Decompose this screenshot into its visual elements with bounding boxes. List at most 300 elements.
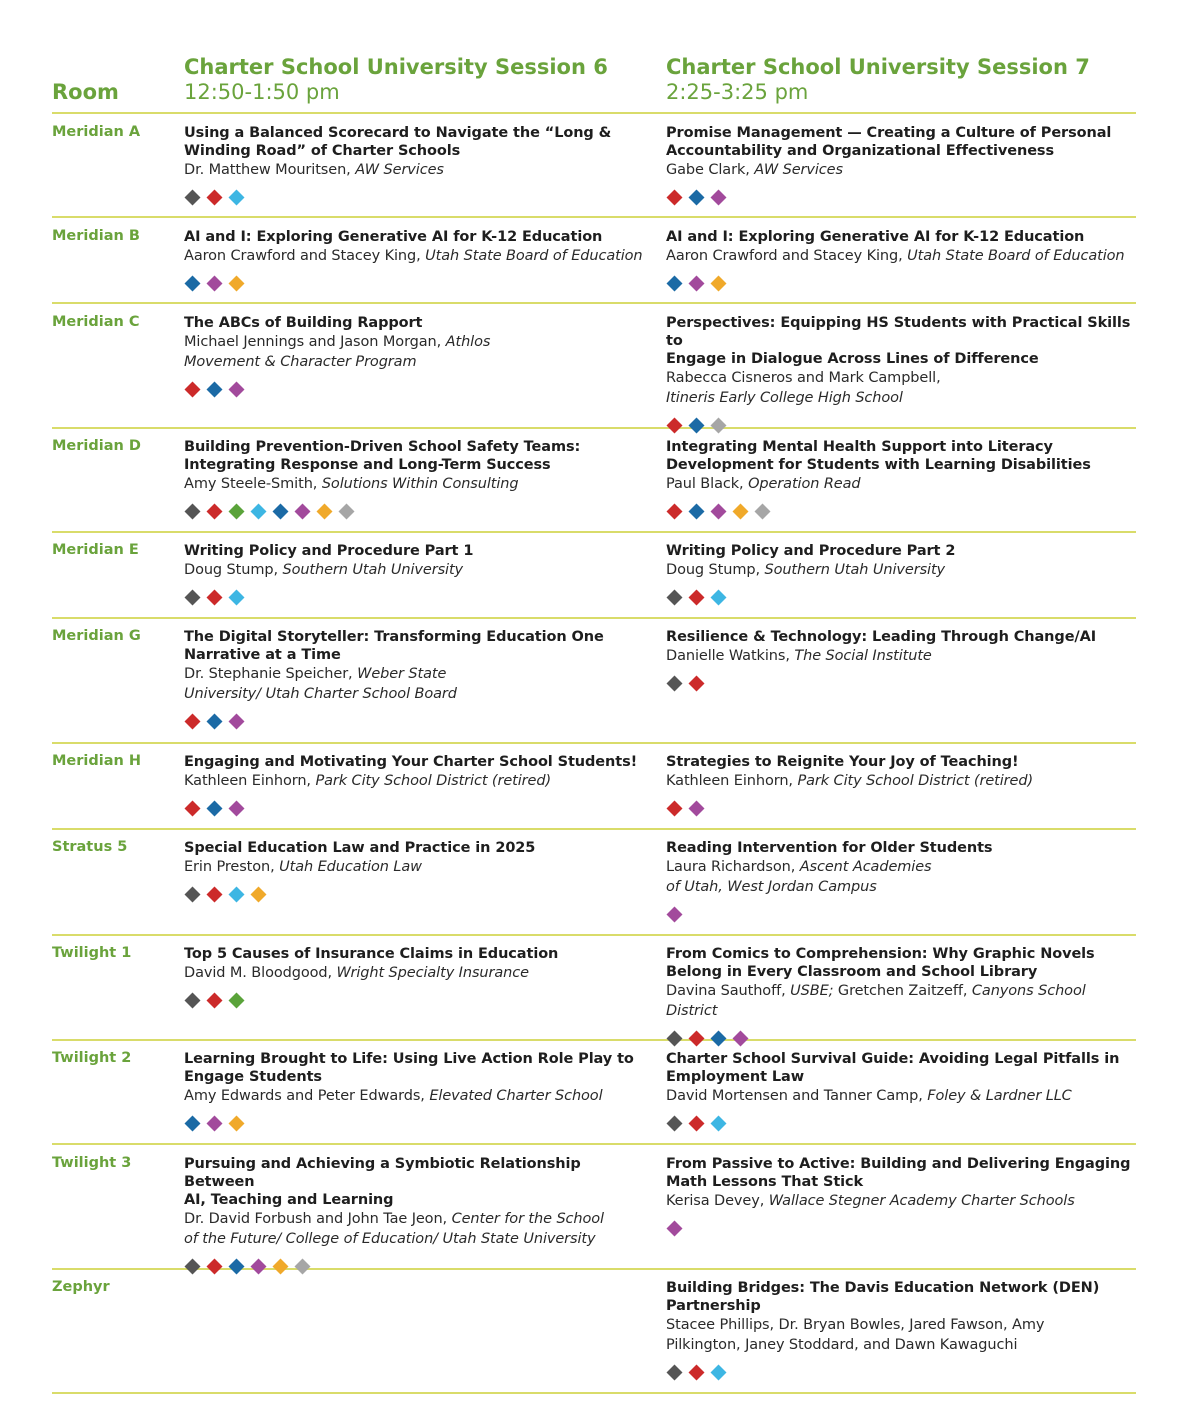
session7-entry [666,1050,1136,1132]
presenters [184,771,654,791]
session-title-line: Employment Law [666,1069,805,1085]
red-diamond-icon [688,589,705,606]
row-divider [52,112,1136,114]
red-diamond-icon [184,381,201,398]
presenters [184,664,654,704]
organization-text: Wright Specialty Insurance [336,965,529,981]
session-title-line: AI, Teaching and Learning [184,1192,394,1208]
organization-text: The Social Institute [794,648,932,664]
organization-text: Movement & Character Program [184,354,417,370]
presenters [184,963,654,983]
presenter-line [184,684,654,704]
session7-entry [666,753,1136,817]
presenter-name-text: Rabecca Cisneros and Mark Campbell, [666,370,941,386]
organization-text: of Utah, West Jordan Campus [666,879,877,895]
red-diamond-icon [688,1115,705,1132]
session-title [666,1050,1136,1086]
orange-diamond-icon [250,886,267,903]
room-name: Meridian D [52,438,141,454]
purple-diamond-icon [732,1030,749,1047]
session-title-line: Winding Road” of Charter Schools [184,143,461,159]
cyan-diamond-icon [710,1364,727,1381]
session6-entry [184,628,654,730]
track-icons [666,1114,1136,1132]
organization-text: Park City School District (retired) [797,773,1034,789]
presenter-line [666,857,1136,877]
session-title-line: Reading Intervention for Older Students [666,840,993,856]
presenter-name-text: Paul Black, [666,476,749,492]
presenter-name-text: Gretchen Zaitzeff, [833,983,972,999]
session7-entry [666,1155,1136,1237]
presenter-line [666,1335,1136,1355]
presenters [184,857,654,877]
cyan-diamond-icon [250,503,267,520]
room-column-heading: Room [52,80,119,104]
purple-diamond-icon [250,1258,267,1275]
session7-entry [666,542,1136,606]
session-title-line: Engage Students [184,1069,322,1085]
blue-diamond-icon [206,713,223,730]
presenter-name-text: Doug Stump, [666,562,765,578]
row-divider [52,934,1136,936]
organization-text: Operation Read [748,476,861,492]
organization-text: Weber State [357,666,447,682]
presenter-line [666,474,1136,494]
session-title [666,228,1136,246]
track-icons [184,799,654,817]
organization-text: Wallace Stegner Academy Charter Schools [768,1193,1075,1209]
organization-text: Utah Education Law [279,859,422,875]
red-diamond-icon [206,886,223,903]
room-name: Meridian C [52,314,140,330]
organization-text: AW Services [355,162,444,178]
presenter-line [666,368,1136,388]
gray-diamond-icon [666,675,683,692]
session-title-line: Narrative at a Time [184,647,341,663]
room-name: Meridian A [52,124,141,140]
red-diamond-icon [688,1030,705,1047]
blue-diamond-icon [184,275,201,292]
presenter-name-text: Danielle Watkins, [666,648,795,664]
track-icons [184,1257,654,1275]
track-icons [666,1029,1136,1047]
organization-text: Athlos [445,334,491,350]
session-title [184,1050,654,1086]
purple-diamond-icon [206,1115,223,1132]
lightgray-diamond-icon [338,503,355,520]
presenters [184,160,654,180]
track-icons [184,588,654,606]
session6-entry [184,542,654,606]
purple-diamond-icon [228,381,245,398]
session6-entry [184,124,654,206]
presenter-line [666,388,1136,408]
organization-text: Solutions Within Consulting [321,476,519,492]
blue-diamond-icon [710,1030,727,1047]
purple-diamond-icon [206,275,223,292]
row-divider [52,216,1136,218]
session-title [184,542,654,560]
track-icons [184,380,654,398]
session-title-line: From Passive to Active: Building and Delivering Engaging [666,1156,1131,1172]
presenter-name-text: Pilkington, Janey Stoddard, and Dawn Kawaguchi [666,1337,1018,1353]
session-title [184,124,654,160]
presenter-line [184,1086,654,1106]
purple-diamond-icon [688,275,705,292]
room-name: Meridian E [52,542,139,558]
track-icons [666,1219,1136,1237]
session-title-line: From Comics to Comprehension: Why Graphic Novels [666,946,1095,962]
session7-entry [666,438,1136,520]
purple-diamond-icon [710,503,727,520]
presenter-name-text: Kathleen Einhorn, [666,773,798,789]
presenter-line [184,560,654,580]
session-title [666,945,1136,981]
session-title [184,314,654,332]
blue-diamond-icon [206,800,223,817]
presenters [666,857,1136,897]
organization-text: Itineris Early College High School [666,390,903,406]
session6-entry [184,314,654,398]
session-title [666,438,1136,474]
session-title-line: AI and I: Exploring Generative AI for K-12 Education [666,229,1085,245]
presenter-name-text: Kathleen Einhorn, [184,773,316,789]
red-diamond-icon [206,589,223,606]
session6-entry [184,228,654,292]
organization-text: University/ Utah Charter School Board [184,686,457,702]
purple-diamond-icon [710,189,727,206]
organization-text: Ascent Academies [799,859,932,875]
cyan-diamond-icon [228,886,245,903]
blue-diamond-icon [688,189,705,206]
presenters [666,1086,1136,1106]
red-diamond-icon [688,1364,705,1381]
session7-entry [666,124,1136,206]
gray-diamond-icon [666,1030,683,1047]
session6-title: Charter School University Session 6 [184,55,608,79]
gray-diamond-icon [184,589,201,606]
presenters [666,368,1136,408]
presenter-name-text: Aaron Crawford and Stacey King, [666,248,908,264]
presenters [666,474,1136,494]
presenter-line [184,246,654,266]
blue-diamond-icon [184,1115,201,1132]
presenters [666,981,1136,1021]
session7-entry [666,839,1136,923]
session7-heading [666,54,1090,104]
red-diamond-icon [206,1258,223,1275]
row-divider [52,617,1136,619]
lgreen-diamond-icon [228,992,245,1009]
purple-diamond-icon [228,713,245,730]
track-icons [184,885,654,903]
orange-diamond-icon [732,503,749,520]
cyan-diamond-icon [710,589,727,606]
session7-entry [666,228,1136,292]
session7-entry [666,314,1136,434]
presenter-line [666,646,1136,666]
red-diamond-icon [206,189,223,206]
organization-text: Center for the School [451,1211,604,1227]
session-title-line: Using a Balanced Scorecard to Navigate the “Long & [184,125,612,141]
session-title [184,628,654,664]
presenter-name-text: Dr. Stephanie Speicher, [184,666,358,682]
track-icons [666,502,1136,520]
row-divider [52,828,1136,830]
lgreen-diamond-icon [228,503,245,520]
session-title [184,228,654,246]
session6-entry [184,438,654,520]
presenter-line [184,963,654,983]
presenter-line [666,560,1136,580]
room-name: Meridian G [52,628,141,644]
presenter-line [184,474,654,494]
orange-diamond-icon [228,275,245,292]
track-icons [184,991,654,1009]
presenters [184,332,654,372]
presenter-name-text: Michael Jennings and Jason Morgan, [184,334,446,350]
lightgray-diamond-icon [294,1258,311,1275]
cyan-diamond-icon [228,189,245,206]
presenters [184,474,654,494]
track-icons [184,188,654,206]
organization-text: Utah State Board of Education [907,248,1125,264]
presenter-line [184,771,654,791]
session-title-line: Special Education Law and Practice in 2025 [184,840,536,856]
track-icons [184,712,654,730]
red-diamond-icon [666,503,683,520]
track-icons [666,188,1136,206]
session-title-line: Top 5 Causes of Insurance Claims in Education [184,946,559,962]
purple-diamond-icon [294,503,311,520]
presenter-line [184,1229,654,1249]
blue-diamond-icon [272,503,289,520]
session7-entry [666,628,1136,692]
presenters [184,1086,654,1106]
track-icons [666,274,1136,292]
track-icons [184,1114,654,1132]
session-title-line: AI and I: Exploring Generative AI for K-12 Education [184,229,603,245]
schedule-header [52,54,1136,112]
room-name: Meridian H [52,753,142,769]
session6-entry [184,1155,654,1275]
presenter-name-text: Laura Richardson, [666,859,800,875]
row-divider [52,302,1136,304]
session6-entry [184,945,654,1009]
gray-diamond-icon [184,1258,201,1275]
cyan-diamond-icon [228,589,245,606]
session-title [184,438,654,474]
session-title [184,1155,654,1209]
organization-text: Park City School District (retired) [315,773,552,789]
room-name: Twilight 3 [52,1155,132,1171]
presenters [184,1209,654,1249]
presenter-line [184,160,654,180]
presenter-name-text: David M. Bloodgood, [184,965,337,981]
presenters [666,646,1136,666]
red-diamond-icon [666,800,683,817]
presenter-name-text: Gabe Clark, [666,162,755,178]
organization-text: of the Future/ College of Education/ Utah State University [184,1231,596,1247]
organization-text: Southern Utah University [764,562,946,578]
presenter-name-text: Erin Preston, [184,859,280,875]
presenters [666,160,1136,180]
session7-title: Charter School University Session 7 [666,55,1090,79]
track-icons [184,502,654,520]
gray-diamond-icon [666,1115,683,1132]
presenter-name-text: Dr. Matthew Mouritsen, [184,162,356,178]
room-name: Zephyr [52,1279,110,1295]
gray-diamond-icon [184,886,201,903]
session-title-line: Accountability and Organizational Effectiveness [666,143,1054,159]
blue-diamond-icon [688,417,705,434]
presenter-name-text: David Mortensen and Tanner Camp, [666,1088,928,1104]
organization-text: USBE; [790,983,834,999]
track-icons [184,274,654,292]
red-diamond-icon [206,992,223,1009]
session7-entry [666,1279,1136,1381]
purple-diamond-icon [688,800,705,817]
presenter-line [666,1191,1136,1211]
orange-diamond-icon [710,275,727,292]
purple-diamond-icon [228,800,245,817]
presenter-name-text: Stacee Phillips, Dr. Bryan Bowles, Jared Fawson, Amy [666,1317,1045,1333]
presenters [666,246,1136,266]
blue-diamond-icon [206,381,223,398]
session6-entry [184,839,654,903]
track-icons [666,905,1136,923]
room-name: Twilight 1 [52,945,132,961]
orange-diamond-icon [316,503,333,520]
blue-diamond-icon [688,503,705,520]
orange-diamond-icon [228,1115,245,1132]
session-title-line: Promise Management — Creating a Culture of Personal [666,125,1112,141]
presenter-line [666,771,1136,791]
presenters [184,560,654,580]
session-title-line: Writing Policy and Procedure Part 2 [666,543,956,559]
room-name: Stratus 5 [52,839,128,855]
track-icons [666,416,1136,434]
purple-diamond-icon [666,1220,683,1237]
organization-text: AW Services [754,162,843,178]
session-title-line: Engaging and Motivating Your Charter School Students! [184,754,638,770]
red-diamond-icon [688,675,705,692]
session-title-line: Belong in Every Classroom and School Library [666,964,1038,980]
session-title [666,542,1136,560]
session6-heading [184,54,608,104]
presenter-name-text: Doug Stump, [184,562,283,578]
red-diamond-icon [184,800,201,817]
orange-diamond-icon [272,1258,289,1275]
presenters [184,246,654,266]
presenter-line [184,332,654,352]
session-title-line: Engage in Dialogue Across Lines of Difference [666,351,1039,367]
session-title-line: Building Prevention-Driven School Safety Teams: [184,439,581,455]
organization-text: Southern Utah University [282,562,464,578]
row-divider [52,531,1136,533]
session6-time: 12:50-1:50 pm [184,80,340,104]
presenters [666,1191,1136,1211]
track-icons [666,1363,1136,1381]
presenter-line [666,246,1136,266]
presenter-line [666,1315,1136,1335]
lightgray-diamond-icon [754,503,771,520]
red-diamond-icon [206,503,223,520]
session-title [666,628,1136,646]
gray-diamond-icon [666,1364,683,1381]
organization-text: Elevated Charter School [429,1088,603,1104]
purple-diamond-icon [666,906,683,923]
presenter-name-text: Aaron Crawford and Stacey King, [184,248,426,264]
presenter-name-text: Davina Sauthoff, [666,983,791,999]
session-title-line: Learning Brought to Life: Using Live Action Role Play to [184,1051,634,1067]
presenter-line [666,1086,1136,1106]
gray-diamond-icon [184,503,201,520]
presenter-name-text: Kerisa Devey, [666,1193,769,1209]
room-name: Twilight 2 [52,1050,132,1066]
presenter-line [666,877,1136,897]
session6-entry [184,1050,654,1132]
room-name: Meridian B [52,228,140,244]
session-title-line: Charter School Survival Guide: Avoiding Legal Pitfalls in [666,1051,1120,1067]
organization-text: Utah State Board of Education [425,248,643,264]
track-icons [666,674,1136,692]
gray-diamond-icon [184,992,201,1009]
session-title-line: Math Lessons That Stick [666,1174,864,1190]
session-title-line: The Digital Storyteller: Transforming Education One [184,629,604,645]
gray-diamond-icon [666,589,683,606]
session-title [666,314,1136,368]
session-title [666,839,1136,857]
session-title-line: The ABCs of Building Rapport [184,315,423,331]
lightgray-diamond-icon [710,417,727,434]
session-title-line: Integrating Mental Health Support into Literacy [666,439,1053,455]
session-title [184,753,654,771]
red-diamond-icon [666,417,683,434]
session-title [666,1155,1136,1191]
presenters [666,771,1136,791]
track-icons [666,588,1136,606]
track-icons [666,799,1136,817]
session-title-line: Strategies to Reignite Your Joy of Teaching! [666,754,1019,770]
session7-time: 2:25-3:25 pm [666,80,809,104]
session-title [184,945,654,963]
row-divider [52,1143,1136,1145]
session-title [666,124,1136,160]
row-divider [52,742,1136,744]
session-title-line: Resilience & Technology: Leading Through Change/AI [666,629,1097,645]
presenter-line [184,1209,654,1229]
session-title-line: Perspectives: Equipping HS Students with Practical Skills to [666,315,1131,349]
presenter-line [184,352,654,372]
organization-text: Foley & Lardner LLC [927,1088,1072,1104]
cyan-diamond-icon [710,1115,727,1132]
organization-text: Canyons School District [666,983,1086,1019]
presenter-line [184,857,654,877]
session6-entry [184,753,654,817]
session-title [666,1279,1136,1315]
presenter-name-text: Amy Edwards and Peter Edwards, [184,1088,430,1104]
presenters [666,560,1136,580]
blue-diamond-icon [666,275,683,292]
gray-diamond-icon [184,189,201,206]
session-title [184,839,654,857]
session-title-line: Development for Students with Learning Disabilities [666,457,1091,473]
session-title-line: Pursuing and Achieving a Symbiotic Relationship Between [184,1156,581,1190]
presenter-line [184,664,654,684]
session-title-line: Partnership [666,1298,761,1314]
presenter-name-text: Dr. David Forbush and John Tae Jeon, [184,1211,452,1227]
